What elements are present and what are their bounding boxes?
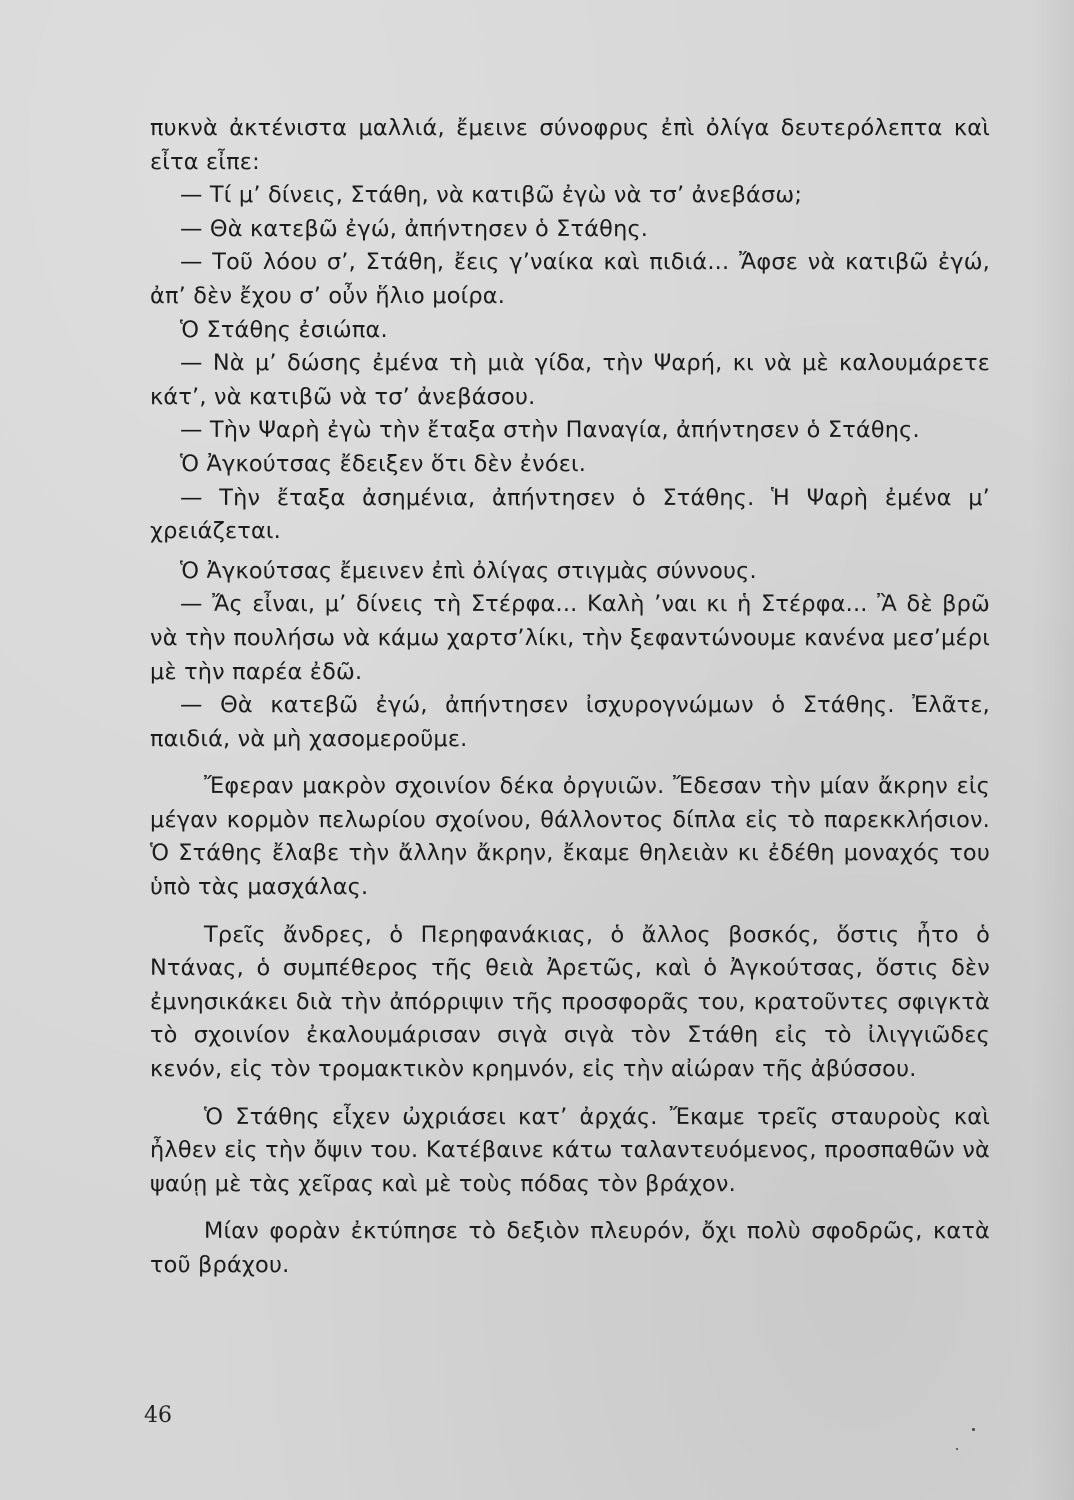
paragraph-gap — [150, 1087, 990, 1101]
paper-edge — [1030, 0, 1074, 1500]
paragraph: Ὁ Στάθης εἶχεν ὠχριάσει κατ’ ἀρχάς. Ἔκαμε τρεῖς σταυροὺς καὶ ἦλθεν εἰς τὴν ὄψιν του. Κατέβαινε κάτω ταλαντευόμενος, προσπαθῶν νὰ ψαύῃ μὲ τὰς χεῖρας καὶ μὲ τοὺς πόδας τὸν βράχον. — [150, 1103, 990, 1197]
paper-speck — [956, 1448, 958, 1450]
dialogue-line: — Νὰ μ’ δώσης ἐμένα τὴ μιὰ γίδα, τὴν Ψαρή, κι νὰ μὲ καλουμάρετε κάτ’, νὰ κατιβῶ νὰ τσ’ ἀνεβάσου. — [150, 350, 990, 410]
paragraph: Τρεῖς ἄνδρες, ὁ Περηφανάκιας, ὁ ἄλλος βοσκός, ὅστις ἦτο ὁ Ντάνας, ὁ συμπέθερος τῆς θειὰ Ἀρετῶς, καὶ ὁ Ἀγκούτσας, ὅστις δὲν ἐμνησικάκει διὰ τὴν ἀπόρριψιν τῆς προσφορᾶς του, κρατοῦντες σφιγκτὰ τὸ σχοινίον ἐκαλουμάρισαν σιγὰ σιγὰ τὸν Στάθη εἰς τὸ ἰλιγγιῶδες κενόν, εἰς τὸν τρομακτικὸν κρημνόν, εἰς τὴν αἰώραν τῆς ἀβύσσου. — [150, 921, 990, 1083]
paper-speck — [972, 1428, 975, 1431]
dialogue-line: — Τὴν Ψαρὴ ἐγὼ τὴν ἔταξα στὴν Παναγία, ἀπήντησεν ὁ Στάθης. — [180, 417, 920, 444]
narration-line: Ὁ Στάθης ἐσιώπα. — [180, 316, 388, 343]
paragraph-gap — [150, 905, 990, 919]
paragraph: πυκνὰ ἀκτένιστα μαλλιά, ἔμεινε σύνοφρυς ἐπὶ ὀλίγα δευτερόλεπτα καὶ εἶτα εἶπε: — [150, 115, 990, 175]
dialogue-line: — Ἄς εἶναι, μ’ δίνεις τὴ Στέρφα... Καλὴ ’ναι κι ἡ Στέρφα... Ἂ δὲ βρῶ νὰ τὴν πουλήσω νὰ κάμω χαρτσ’λίκι, τὴν ξεφαντώνουμε κανένα μεσ’μέρι μὲ τὴν παρέα ἐδῶ. — [150, 591, 990, 685]
paragraph-gap — [150, 756, 990, 770]
paragraph-gap — [150, 1201, 990, 1215]
paragraph: Ἔφεραν μακρὸν σχοινίον δέκα ὀργυιῶν. Ἔδεσαν τὴν μίαν ἄκρην εἰς μέγαν κορμὸν πελωρίου σχοίνου, θάλλοντος δίπλα εἰς τὸ παρεκκλήσιον. Ὁ Στάθης ἔλαβε τὴν ἄλλην ἄκρην, ἔκαμε θηλειὰν κι ἐδέθη μοναχός του ὑπὸ τὰς μασχάλας. — [150, 773, 990, 901]
page-body — [150, 112, 990, 1283]
dialogue-line: — Θὰ κατεβῶ ἐγώ, ἀπήντησεν ὁ Στάθης. — [180, 215, 649, 242]
dialogue-line: — Τί μ’ δίνεις, Στάθη, νὰ κατιβῶ ἐγὼ νὰ τσ’ ἀνεβάσω; — [180, 182, 803, 209]
narration-line: Ὁ Ἀγκούτσας ἔδειξεν ὅτι δὲν ἐνόει. — [180, 450, 587, 477]
paragraph: Μίαν φορὰν ἐκτύπησε τὸ δεξιὸν πλευρόν, ὄχι πολὺ σφοδρῶς, κατὰ τοῦ βράχου. — [150, 1218, 990, 1278]
dialogue-line: — Θὰ κατεβῶ ἐγώ, ἀπήντησεν ἰσχυρογνώμων ὁ Στάθης. Ἐλᾶτε, παιδιά, νὰ μὴ χασομεροῦμε. — [150, 692, 990, 752]
page-number: 46 — [144, 1403, 172, 1428]
dialogue-line: — Τὴν ἔταξα ἀσημένια, ἀπήντησεν ὁ Στάθης. Ἡ Ψαρὴ ἐμένα μ’ χρειάζεται. — [150, 484, 990, 545]
narration-line: Ὁ Ἀγκούτσας ἔμεινεν ἐπὶ ὀλίγας στιγμὰς σύννους. — [180, 557, 757, 584]
dialogue-line: — Τοῦ λόου σ’, Στάθη, ἔεις γ’ναίκα καὶ πιδιά... Ἄφσε νὰ κατιβῶ ἐγώ, ἀπ’ δὲν ἔχου σ’ οὖν ἥλιο μοίρα. — [150, 249, 990, 309]
